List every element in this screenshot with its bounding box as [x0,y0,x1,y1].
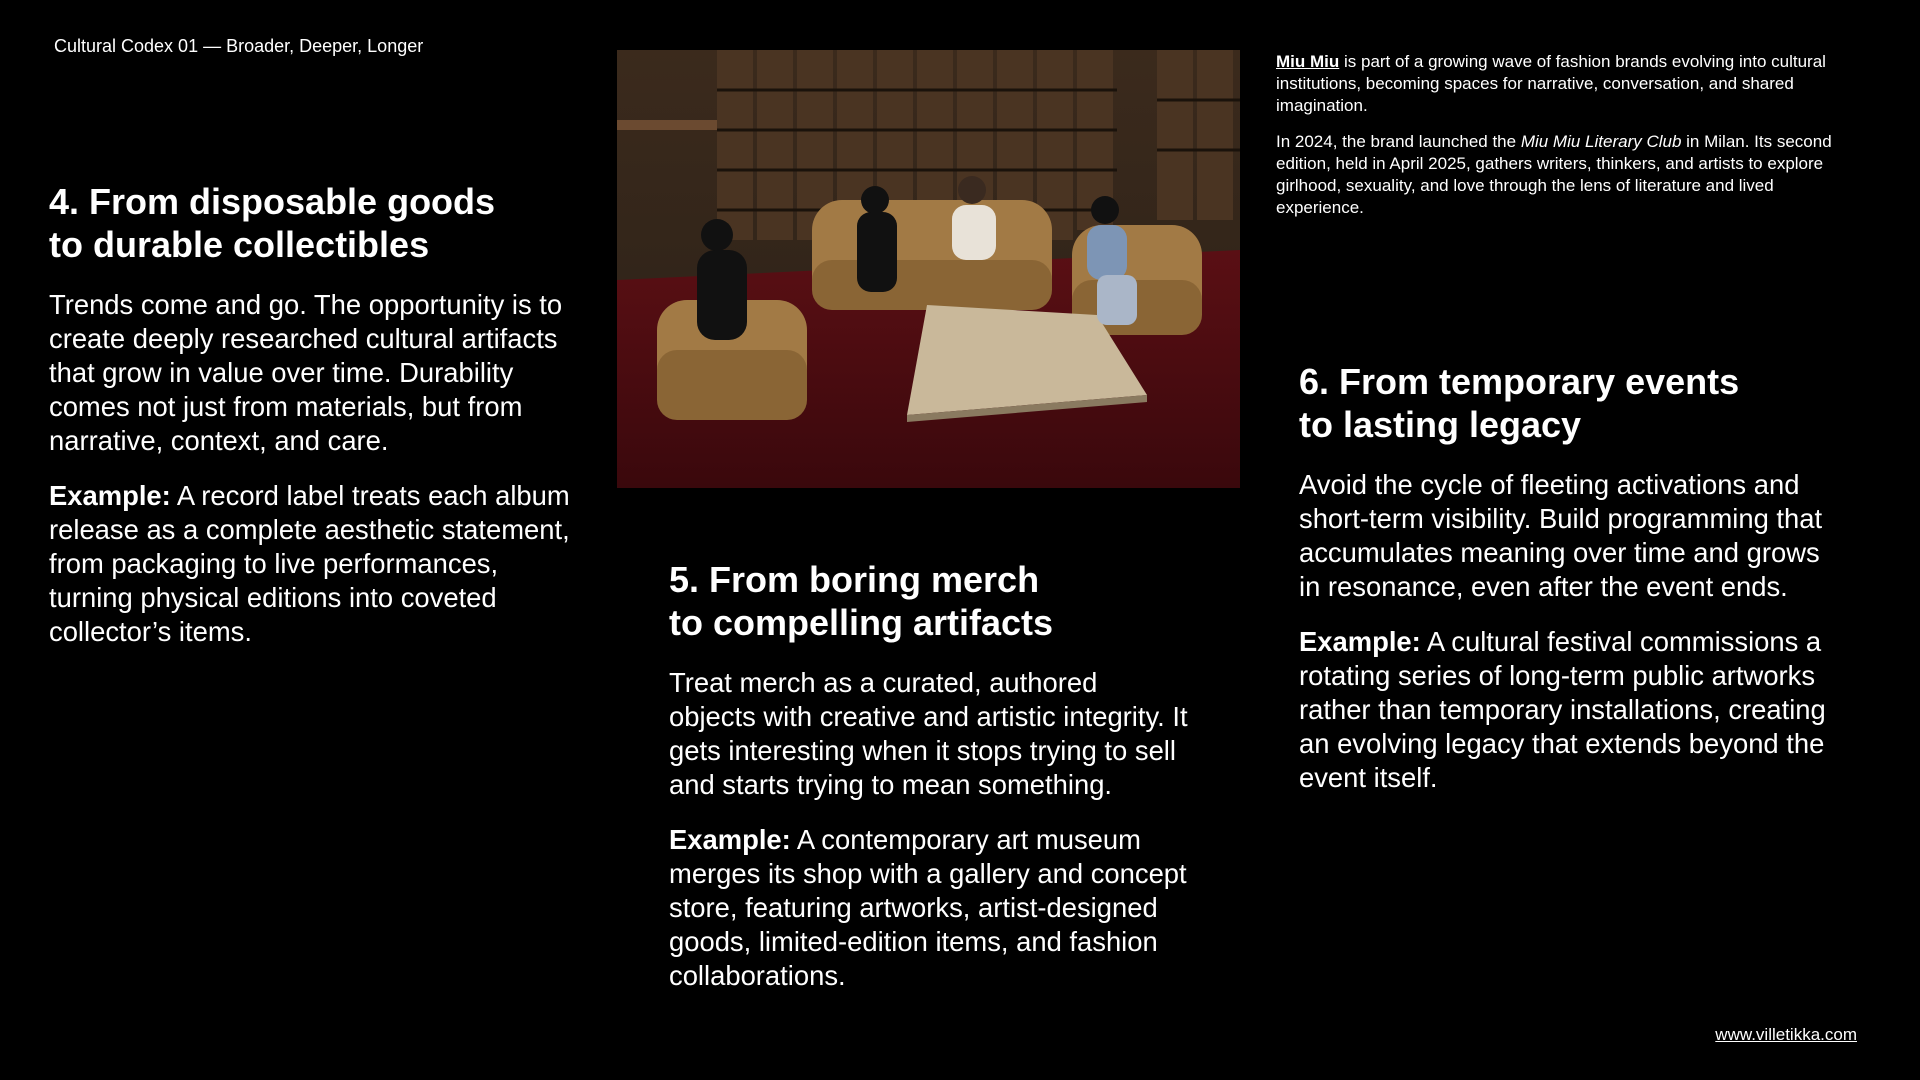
example-label: Example: [1299,626,1421,657]
caption-paragraph-1: Miu Miu is part of a growing wave of fashion brands evolving into cultural institutions, becoming spaces for narrative, conversation, and shared imagination. [1276,52,1826,115]
caption-paragraph-2: In 2024, the brand launched the Miu Miu Literary Club in Milan. Its second edition, held in April 2025, gathers writers, thinkers, and artists to explore girlhood, sexuality, and love through the lens of literature and lived experience. [1276,132,1832,217]
brand-link[interactable]: Miu Miu [1276,52,1340,71]
website-link[interactable]: www.villetikka.com [1715,1025,1857,1044]
example-text: A contemporary art museum merges its shop with a gallery and concept store, featuring artworks, artist-designed goods, limited-edition items, and fashion collaborations. [669,824,1187,991]
section-6-example [1299,625,1839,795]
section-4-heading: 4. From disposable goods to durable collectibles [49,181,496,265]
photo-caption [1276,51,1836,233]
section-4 [49,180,589,670]
example-label: Example: [49,480,171,511]
literary-club-photo [617,50,1240,488]
section-4-body: Trends come and go. The opportunity is to create deeply researched cultural artifacts that grow in value over time. Durability comes not just from materials, but from narrative, context, and care. [49,289,563,456]
section-6-heading: 6. From temporary events to lasting legacy [1299,361,1740,445]
section-5-body: Treat merch as a curated, authored objects with creative and artistic integrity. It gets interesting when it stops trying to sell and starts trying to mean something. [669,667,1188,800]
section-5-example [669,823,1189,993]
photo-illustration [617,50,1240,488]
section-5-heading: 5. From boring merch to compelling artifacts [669,559,1054,643]
section-5 [669,558,1189,1014]
club-name: Miu Miu Literary Club [1520,132,1682,151]
example-label: Example: [669,824,791,855]
section-4-example [49,479,589,649]
example-text: A cultural festival commissions a rotating series of long-term public artworks rather than temporary installations, creating an evolving legacy that extends beyond the event itself. [1299,626,1826,793]
section-6 [1299,360,1839,816]
slide-header: Cultural Codex 01 — Broader, Deeper, Longer [54,36,424,56]
section-6-body: Avoid the cycle of fleeting activations and short-term visibility. Build programming that accumulates meaning over time and grows in resonance, even after the event ends. [1299,469,1823,602]
example-text: A record label treats each album release as a complete aesthetic statement, from packaging to live performances, turning physical editions into coveted collector’s items. [49,480,570,647]
